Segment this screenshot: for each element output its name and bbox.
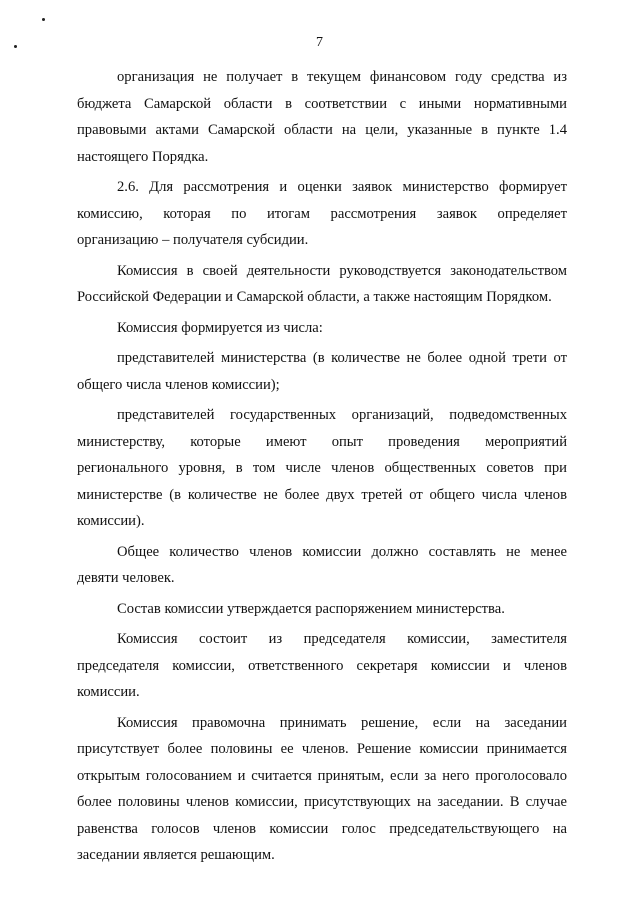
paragraph <box>77 258 567 311</box>
paragraph <box>77 345 567 398</box>
text-line: открытым голосованием и считается принятым, если за него проголосовало <box>77 767 567 784</box>
body-text <box>77 64 567 873</box>
text-line: Комиссия формируется из числа: <box>117 319 323 336</box>
text-line: Состав комиссии утверждается распоряжением министерства. <box>117 600 505 617</box>
text-line: настоящего Порядка. <box>77 148 209 165</box>
text-line: представителей государственных организаций, подведомственных <box>117 407 567 423</box>
text-line: организацию – получателя субсидии. <box>77 232 309 248</box>
text-line: Комиссия состоит из председателя комиссии, заместителя <box>117 631 567 647</box>
text-line: равенства голосов членов комиссии голос председательствующего на <box>77 820 567 837</box>
text-line: Комиссия в своей деятельности руководствуется законодательством <box>117 262 567 279</box>
paragraph <box>77 402 567 535</box>
text-line: правовыми актами Самарской области на цели, указанные в пункте 1.4 <box>77 122 567 138</box>
text-line: общего числа членов комиссии); <box>77 376 280 393</box>
text-line: присутствует более половины ее членов. Решение комиссии принимается <box>77 741 567 757</box>
text-line: бюджета Самарской области в соответствии с иными нормативными <box>77 95 567 112</box>
paragraph <box>77 626 567 706</box>
text-line: заседании является решающим. <box>77 847 275 863</box>
text-line: министерстве (в количестве не более двух третей от общего числа членов <box>77 486 567 503</box>
text-line: более половины членов комиссии, присутствующих на заседании. В случае <box>77 794 567 810</box>
text-line: девяти человек. <box>77 570 175 586</box>
text-line: Комиссия правомочна принимать решение, если на заседании <box>117 714 567 731</box>
paragraph <box>77 315 567 342</box>
text-line: комиссии. <box>77 684 140 700</box>
paragraph <box>77 174 567 254</box>
text-line: комиссию, которая по итогам рассмотрения заявок определяет <box>77 205 567 222</box>
text-line: министерству, которые имеют опыт проведения мероприятий <box>77 433 567 450</box>
paragraph <box>77 710 567 869</box>
text-line: Российской Федерации и Самарской области, а также настоящим Порядком. <box>77 289 552 305</box>
text-line: 2.6. Для рассмотрения и оценки заявок министерство формирует <box>117 179 567 195</box>
text-line: регионального уровня, в том числе членов общественных советов при <box>77 460 567 476</box>
text-line: организация не получает в текущем финансовом году средства из <box>117 69 567 85</box>
paragraph <box>77 539 567 592</box>
page-number: 7 <box>316 35 323 50</box>
paragraph <box>77 64 567 170</box>
text-line: Общее количество членов комиссии должно составлять не менее <box>117 543 567 560</box>
scan-speck <box>42 18 45 21</box>
text-line: председателя комиссии, ответственного секретаря комиссии и членов <box>77 657 567 674</box>
text-line: комиссии). <box>77 513 145 529</box>
paragraph <box>77 596 567 623</box>
text-line: представителей министерства (в количестве не более одной трети от <box>117 350 567 366</box>
